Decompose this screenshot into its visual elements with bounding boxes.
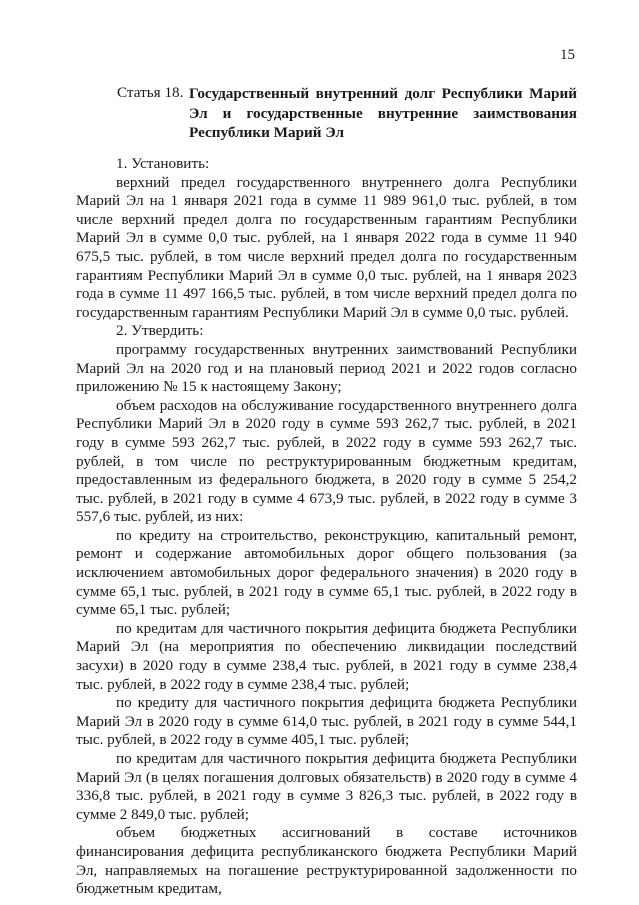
article-heading (117, 84, 577, 143)
page-number: 15 (560, 47, 575, 63)
paragraph-deficit-credit: по кредиту для частичного покрытия дефицита бюджета Республики Марий Эл в 2020 году в сумме 614,0 тыс. рублей, в 2021 году в сумме 544,1 тыс. рублей, в 2022 году в сумме 405,1 тыс. рублей; (76, 694, 577, 749)
paragraph-borrowing-program: программу государственных внутренних заимствований Республики Марий Эл на 2020 год и на плановый период 2021 и 2022 годов согласно приложению № 15 к настоящему Закону; (76, 340, 577, 396)
article-title: Государственный внутренний долг Республики Марий Эл и государственные внутренние заимствования Республики Марий Эл (189, 85, 577, 141)
article-body (76, 155, 577, 899)
paragraph-approve-heading: 2. Утвердить: (116, 322, 204, 340)
paragraph-debt-service-expenses: объем расходов на обслуживание государственного внутреннего долга Республики Марий Эл в 2020 году в сумме 593 262,7 тыс. рублей, в 2021 году в сумме 593 262,7 тыс. рублей, в 2022 году в сумме 593 262,7 тыс. рублей, в том числе по реструктурированным бюджетным кредитам, предоставленным из федерального бюджета, в 2020 году в сумме 5 254,2 тыс. рублей, в 2021 году в сумме 4 673,9 тыс. рублей, в 2022 году в сумме 3 557,6 тыс. рублей, из них: (76, 396, 577, 526)
paragraph-budget-allocations: объем бюджетных ассигнований в составе источников финансирования дефицита республиканского бюджета Республики Марий Эл, направляемых на погашение реструктурированной задолженности по бюджетным кредитам, (76, 824, 577, 898)
paragraph-debt-repayment-credit: по кредитам для частичного покрытия дефицита бюджета Республики Марий Эл (в целях погашения долговых обязательств) в 2020 году в сумме 4 336,8 тыс. рублей, в 2021 году в сумме 3 826,3 тыс. рублей, в 2022 году в сумме 2 849,0 тыс. рублей; (76, 750, 577, 823)
article-label: Статья 18. (117, 84, 184, 101)
paragraph-road-credit: по кредиту на строительство, реконструкцию, капитальный ремонт, ремонт и содержание автомобильных дорог общего пользования (за исключением автомобильных дорог федерального значения) в 2020 году в сумме 65,1 тыс. рублей, в 2021 году в сумме 65,1 тыс. рублей, в 2022 году в сумме 65,1 тыс. рублей; (76, 526, 577, 619)
paragraph-drought-credit: по кредитам для частичного покрытия дефицита бюджета Республики Марий Эл (на мероприятия по обеспечению ликвидации последствий засухи) в 2020 году в сумме 238,4 тыс. рублей, в 2021 году в сумме 238,4 тыс. рублей, в 2022 году в сумме 238,4 тыс. рублей; (76, 619, 577, 693)
paragraph-establish-heading: 1. Установить: (116, 155, 210, 172)
paragraph-debt-upper-limit: верхний предел государственного внутреннего долга Республики Марий Эл на 1 января 2021 года в сумме 11 989 961,0 тыс. рублей, в том числе верхний предел долга по государственным гарантиям Республики Марий Эл в сумме 0,0 тыс. рублей, на 1 января 2022 года в сумме 11 940 675,5 тыс. рублей, в том числе верхний предел долга по государственным гарантиям Республики Марий Эл в сумме 0,0 тыс. рублей, на 1 января 2023 года в сумме 11 497 166,5 тыс. рублей, в том числе верхний предел долга по государственным гарантиям Республики Марий Эл в сумме 0,0 тыс. рублей. (76, 173, 577, 321)
